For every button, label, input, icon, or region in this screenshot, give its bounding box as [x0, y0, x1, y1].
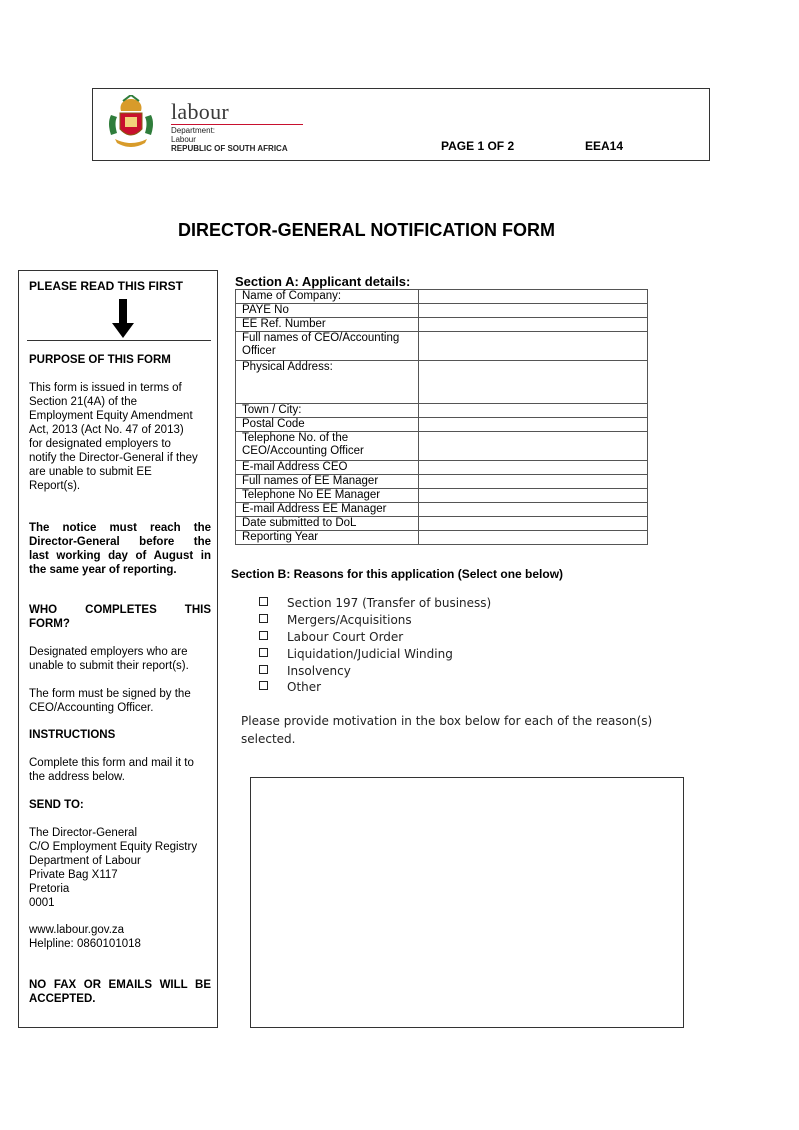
- ceo-email-field[interactable]: [419, 461, 648, 475]
- option-label: Labour Court Order: [287, 630, 404, 644]
- option-label: Mergers/Acquisitions: [287, 613, 412, 627]
- deadline-notice: [29, 521, 211, 577]
- table-row: [236, 489, 648, 503]
- instructions-sidebar: [18, 270, 218, 1028]
- logo-wordmark: labour: [171, 99, 230, 124]
- reason-option[interactable]: [259, 647, 453, 661]
- option-label: Insolvency: [287, 664, 351, 678]
- field-label: Full names of CEO/Accounting Officer: [236, 332, 419, 361]
- ee-manager-telephone-field[interactable]: [419, 489, 648, 503]
- field-label: Date submitted to DoL: [236, 517, 419, 531]
- text-line: CEO/Accounting Officer.: [29, 702, 154, 714]
- field-label: E-mail Address EE Manager: [236, 503, 419, 517]
- coat-of-arms-icon: [101, 95, 161, 153]
- form-code: EEA14: [585, 139, 624, 153]
- field-label: Postal Code: [236, 418, 419, 432]
- date-submitted-field[interactable]: [419, 517, 648, 531]
- company-name-field[interactable]: [419, 290, 648, 304]
- text-line: the address below.: [29, 771, 125, 783]
- checkbox[interactable]: [259, 597, 268, 606]
- table-row: [236, 531, 648, 545]
- address-line: Private Bag X117: [29, 869, 118, 881]
- logo-divider: [171, 124, 303, 125]
- text-line: the same year of reporting.: [29, 564, 177, 576]
- table-row: [236, 332, 648, 361]
- text-line: Designated employers who are: [29, 646, 188, 658]
- checkbox[interactable]: [259, 631, 268, 640]
- text-line: FORM?: [29, 618, 70, 630]
- address-line: Department of Labour: [29, 855, 141, 867]
- field-label: Town / City:: [236, 404, 419, 418]
- logo-dept-line: Labour: [171, 135, 196, 144]
- section-b-title: Section B: Reasons for this application (Select one below): [231, 567, 564, 581]
- table-row: [236, 361, 648, 404]
- table-row: [236, 517, 648, 531]
- town-city-field[interactable]: [419, 404, 648, 418]
- text-line: Employment Equity Amendment: [29, 410, 193, 422]
- table-row: [236, 304, 648, 318]
- field-label: Physical Address:: [236, 361, 419, 404]
- table-row: [236, 461, 648, 475]
- text-line: Complete this form and mail it to: [29, 757, 194, 769]
- department-logo: [101, 93, 301, 155]
- address-line: 0001: [29, 897, 55, 909]
- text-line: The notice must reach the: [29, 522, 211, 534]
- page-number: PAGE 1 OF 2: [441, 139, 515, 153]
- instructions-text: [29, 756, 211, 784]
- logo-republic: REPUBLIC OF SOUTH AFRICA: [171, 144, 288, 153]
- paye-no-field[interactable]: [419, 304, 648, 318]
- purpose-text: [29, 381, 211, 493]
- table-row: [236, 418, 648, 432]
- text-line: Report(s).: [29, 480, 81, 492]
- address-line: The Director-General: [29, 827, 138, 839]
- ceo-telephone-field[interactable]: [419, 432, 648, 461]
- helpline: Helpline: 0860101018: [29, 938, 141, 950]
- checkbox[interactable]: [259, 648, 268, 657]
- ee-manager-email-field[interactable]: [419, 503, 648, 517]
- section-a-title: Section A: Applicant details:: [235, 274, 411, 289]
- table-row: [236, 475, 648, 489]
- field-label: Telephone No. of the CEO/Accounting Officer: [236, 432, 419, 461]
- send-to-heading: SEND TO:: [29, 799, 84, 811]
- text-line: last working day of August in: [29, 550, 211, 562]
- reason-option[interactable]: [259, 613, 412, 627]
- text-line: are unable to submit EE: [29, 466, 152, 478]
- text-line: Director-General before the: [29, 536, 211, 548]
- page-title: DIRECTOR-GENERAL NOTIFICATION FORM: [178, 220, 555, 240]
- option-label: Liquidation/Judicial Winding: [287, 647, 453, 661]
- text-line: for designated employers to: [29, 438, 171, 450]
- table-row: [236, 290, 648, 304]
- ceo-name-field[interactable]: [419, 332, 648, 361]
- checkbox[interactable]: [259, 681, 268, 690]
- text-line: The form must be signed by the: [29, 688, 191, 700]
- postal-address: [29, 826, 211, 910]
- checkbox[interactable]: [259, 665, 268, 674]
- field-label: Reporting Year: [236, 531, 419, 545]
- text-line: unable to submit their report(s).: [29, 660, 189, 672]
- address-line: C/O Employment Equity Registry: [29, 841, 198, 853]
- checkbox[interactable]: [259, 614, 268, 623]
- physical-address-field[interactable]: [419, 361, 648, 404]
- text-line: ACCEPTED.: [29, 993, 96, 1005]
- divider: [27, 340, 211, 341]
- address-line: Pretoria: [29, 883, 70, 895]
- field-label: Name of Company:: [236, 290, 419, 304]
- no-fax-notice: [29, 978, 211, 1006]
- reason-option[interactable]: [259, 596, 491, 610]
- option-label: Other: [287, 680, 322, 694]
- logo-department: [171, 126, 215, 144]
- text-line: NO FAX OR EMAILS WILL BE: [29, 979, 211, 991]
- reason-option[interactable]: [259, 664, 351, 678]
- contact-info: [29, 923, 211, 951]
- instructions-heading: INSTRUCTIONS: [29, 729, 116, 741]
- field-label: PAYE No: [236, 304, 419, 318]
- text-line: This form is issued in terms of: [29, 382, 182, 394]
- table-row: [236, 404, 648, 418]
- reason-option[interactable]: [259, 630, 403, 644]
- field-label: Full names of EE Manager: [236, 475, 419, 489]
- field-label: EE Ref. Number: [236, 318, 419, 332]
- website-link[interactable]: www.labour.gov.za: [29, 924, 125, 936]
- signature-note: [29, 687, 211, 715]
- field-label: Telephone No EE Manager: [236, 489, 419, 503]
- text-line: WHO COMPLETES THIS: [29, 604, 211, 616]
- text-line: Act, 2013 (Act No. 47 of 2013): [29, 424, 184, 436]
- option-label: Section 197 (Transfer of business): [287, 596, 492, 610]
- logo-dept-line: Department:: [171, 126, 216, 135]
- motivation-prompt: Please provide motivation in the box below for each of the reason(s) selected.: [241, 714, 653, 746]
- form-header: [92, 88, 710, 161]
- motivation-textarea[interactable]: [250, 777, 684, 1028]
- field-label: E-mail Address CEO: [236, 461, 419, 475]
- purpose-heading: PURPOSE OF THIS FORM: [29, 354, 171, 366]
- read-first-heading: PLEASE READ THIS FIRST: [29, 279, 184, 293]
- reason-option[interactable]: [259, 680, 321, 694]
- postal-code-field[interactable]: [419, 418, 648, 432]
- text-line: Section 21(4A) of the: [29, 396, 138, 408]
- ee-ref-field[interactable]: [419, 318, 648, 332]
- ee-manager-name-field[interactable]: [419, 475, 648, 489]
- text-line: notify the Director-General if they: [29, 452, 198, 464]
- table-row: [236, 432, 648, 461]
- table-row: [236, 503, 648, 517]
- who-completes-text: [29, 645, 211, 673]
- table-row: [236, 318, 648, 332]
- applicant-details-table: [235, 289, 648, 545]
- who-completes-heading: [29, 603, 211, 631]
- arrow-down-icon: [112, 299, 134, 339]
- reporting-year-field[interactable]: [419, 531, 648, 545]
